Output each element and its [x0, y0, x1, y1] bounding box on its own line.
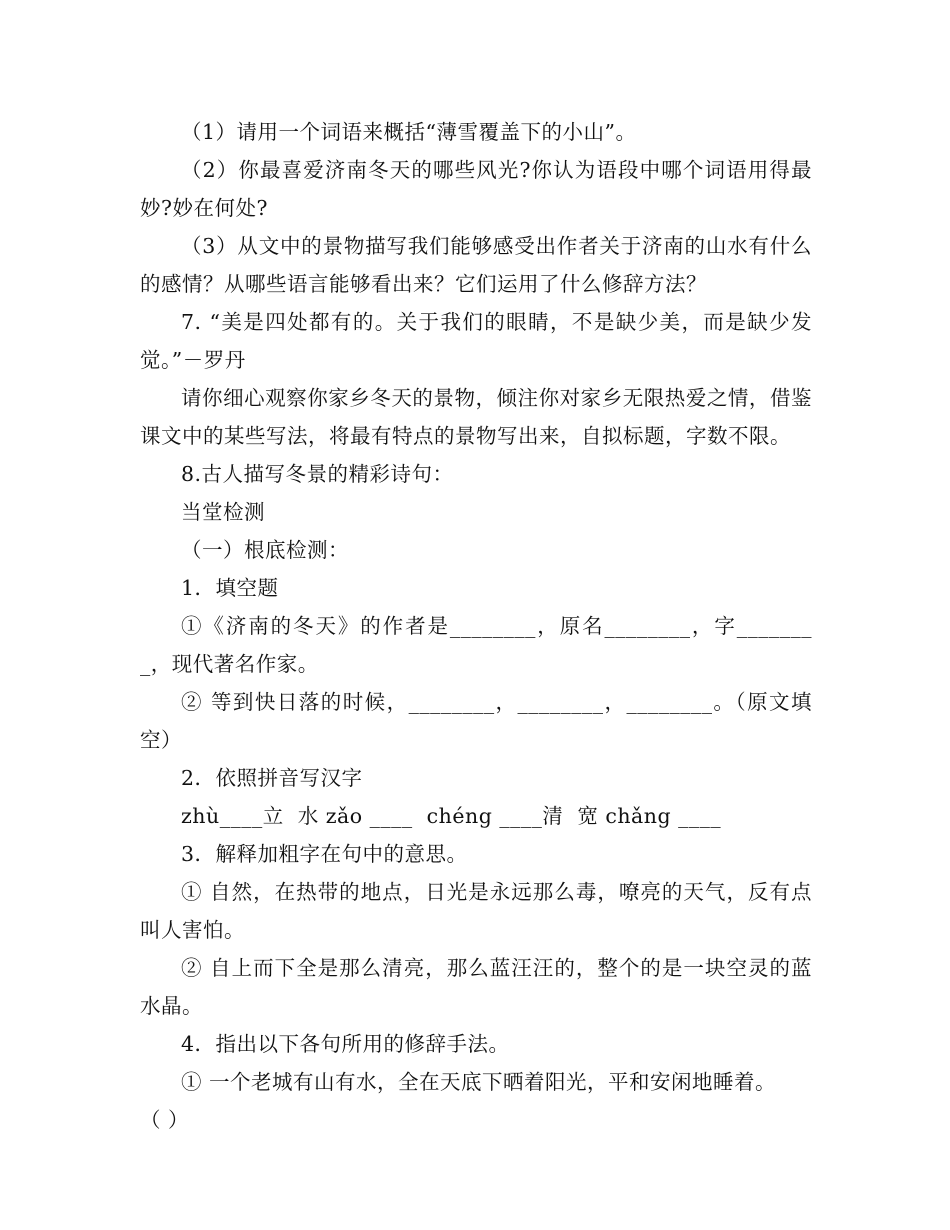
rhetoric-item-1: ① 一个老城有山有水，全在天底下晒着阳光，平和安闲地睡着。: [181, 1070, 777, 1094]
paragraph-q2: （2）你最喜爱济南冬天的哪些风光?你认为语段中哪个词语用得最妙?妙在何处?: [140, 158, 812, 220]
paragraph-q1: （1）请用一个词语来概括“薄雪覆盖下的小山”。: [181, 120, 637, 144]
answer-bracket: （ ）: [140, 1108, 190, 1132]
paragraph-q3: （3）从文中的景物描写我们能够感受出作者关于济南的山水有什么的感情？从哪些语言能够看出来？它们运用了什么修辞方法？: [140, 234, 812, 296]
paragraph-item-8: 8.古人描写冬景的精彩诗句：: [181, 462, 454, 486]
question-heading-pinyin: 2．依照拼音写汉字: [181, 766, 363, 790]
question-heading-rhetoric: 4．指出以下各句所用的修辞手法。: [181, 1032, 510, 1056]
section-heading-in-class-test: 当堂检测: [181, 500, 265, 524]
question-heading-fill-blank: 1．填空题: [181, 576, 279, 600]
subsection-heading-basic-test: （一）根底检测：: [181, 538, 349, 562]
document-page: [140, 113, 812, 1139]
pinyin-line: zhù____立 水 zǎo ____ chéng ____清 宽 chǎng ____: [181, 804, 722, 828]
paragraph-writing-task: 请你细心观察你家乡冬天的景物，倾注你对家乡无限热爱之情，借鉴课文中的某些写法，将最有特点的景物写出来，自拟标题，字数不限。: [140, 386, 812, 448]
paragraph-item-7: 7. “美是四处都有的。关于我们的眼睛，不是缺少美，而是缺少发觉。”－罗丹: [140, 310, 812, 372]
question-heading-explain: 3．解释加粗字在句中的意思。: [181, 842, 468, 866]
explain-item-2: ② 自上而下全是那么清亮，那么蓝汪汪的，整个的是一块空灵的蓝水晶。: [140, 956, 812, 1018]
fill-blank-item-1: ①《济南的冬天》的作者是________，原名________，字________，现代著名作家。: [140, 614, 812, 676]
fill-blank-item-2: ② 等到快日落的时候，________，________，________。（原文填空）: [140, 690, 812, 752]
explain-item-1: ① 自然，在热带的地点，日光是永远那么毒，嘹亮的天气，反有点叫人害怕。: [140, 880, 812, 942]
